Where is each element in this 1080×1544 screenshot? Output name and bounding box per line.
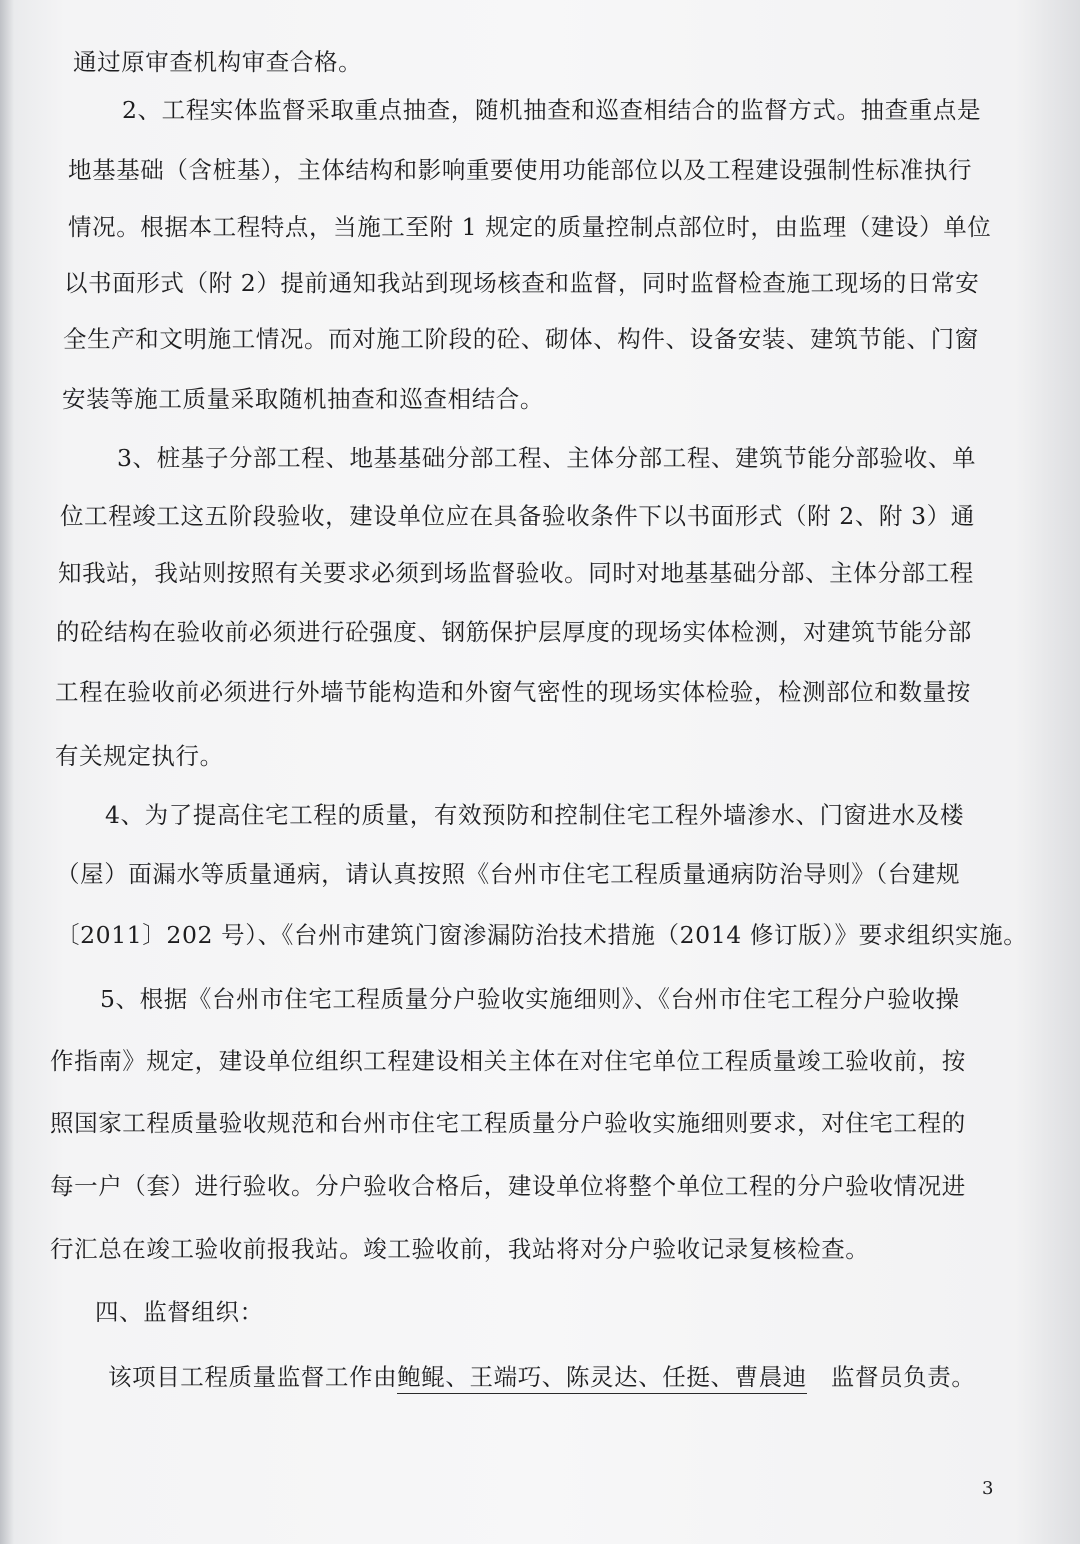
- page-number: 3: [982, 1478, 994, 1499]
- text-line: 5、根据《台州市住宅工程质量分户验收实施细则》、《台州市住宅工程分户验收操: [100, 985, 960, 1013]
- text-line: 作指南》规定，建设单位组织工程建设相关主体在对住宅单位工程质量竣工验收前，按: [50, 1047, 966, 1075]
- text-line: （屋）面漏水等质量通病，请认真按照《台州市住宅工程质量通病防治导则》（台建规: [56, 860, 961, 888]
- text-line: 位工程竣工这五阶段验收，建设单位应在具备验收条件下以书面形式（附 2、附 3）通: [60, 502, 975, 530]
- supervisors-line: [108, 1362, 976, 1392]
- section-heading: 四、监督组织：: [95, 1298, 264, 1326]
- supervisors-prefix: 该项目工程质量监督工作由: [108, 1363, 398, 1391]
- text-line: 地基基础（含桩基），主体结构和影响重要使用功能部位以及工程建设强制性标准执行: [68, 156, 973, 184]
- text-line: 每一户（套）进行验收。分户验收合格后，建设单位将整个单位工程的分户验收情况进: [50, 1172, 966, 1200]
- text-line: 2、工程实体监督采取重点抽查，随机抽查和巡查相结合的监督方式。抽查重点是: [122, 96, 982, 124]
- page-edge-shadow: [0, 0, 14, 1544]
- supervisor-names: 鲍鲲、王端巧、陈灵达、任挺、曹晨迪: [397, 1363, 807, 1394]
- text-line: 行汇总在竣工验收前报我站。竣工验收前，我站将对分户验收记录复核检查。: [50, 1235, 870, 1263]
- text-line: 以书面形式（附 2）提前通知我站到现场核查和监督，同时监督检查施工现场的日常安: [64, 269, 980, 297]
- text-line: 照国家工程质量验收规范和台州市住宅工程质量分户验收实施细则要求，对住宅工程的: [50, 1109, 966, 1137]
- supervisors-suffix: 监督员负责。: [830, 1363, 976, 1391]
- text-line: 全生产和文明施工情况。而对施工阶段的砼、砌体、构件、设备安装、建筑节能、门窗: [63, 325, 979, 353]
- text-line: 的砼结构在验收前必须进行砼强度、钢筋保护层厚度的现场实体检测，对建筑节能分部: [56, 618, 972, 646]
- text-line: 〔2011〕202 号）、《台州市建筑门窗渗漏防治技术措施（2014 修订版）》要求组织实施。: [56, 921, 1028, 949]
- text-line: 工程在验收前必须进行外墙节能构造和外窗气密性的现场实体检验，检测部位和数量按: [55, 678, 971, 706]
- text-line: 情况。根据本工程特点，当施工至附 1 规定的质量控制点部位时，由监理（建设）单位: [68, 213, 992, 241]
- text-line: 安装等施工质量采取随机抽查和巡查相结合。: [62, 385, 544, 413]
- text-line: 通过原审查机构审查合格。: [73, 48, 363, 76]
- text-line: 3、桩基子分部工程、地基基础分部工程、主体分部工程、建筑节能分部验收、单: [117, 444, 977, 472]
- text-line: 4、为了提高住宅工程的质量，有效预防和控制住宅工程外墙渗水、门窗进水及楼: [105, 801, 965, 829]
- text-line: 知我站，我站则按照有关要求必须到场监督验收。同时对地基基础分部、主体分部工程: [58, 559, 974, 587]
- text-line: 有关规定执行。: [55, 742, 224, 770]
